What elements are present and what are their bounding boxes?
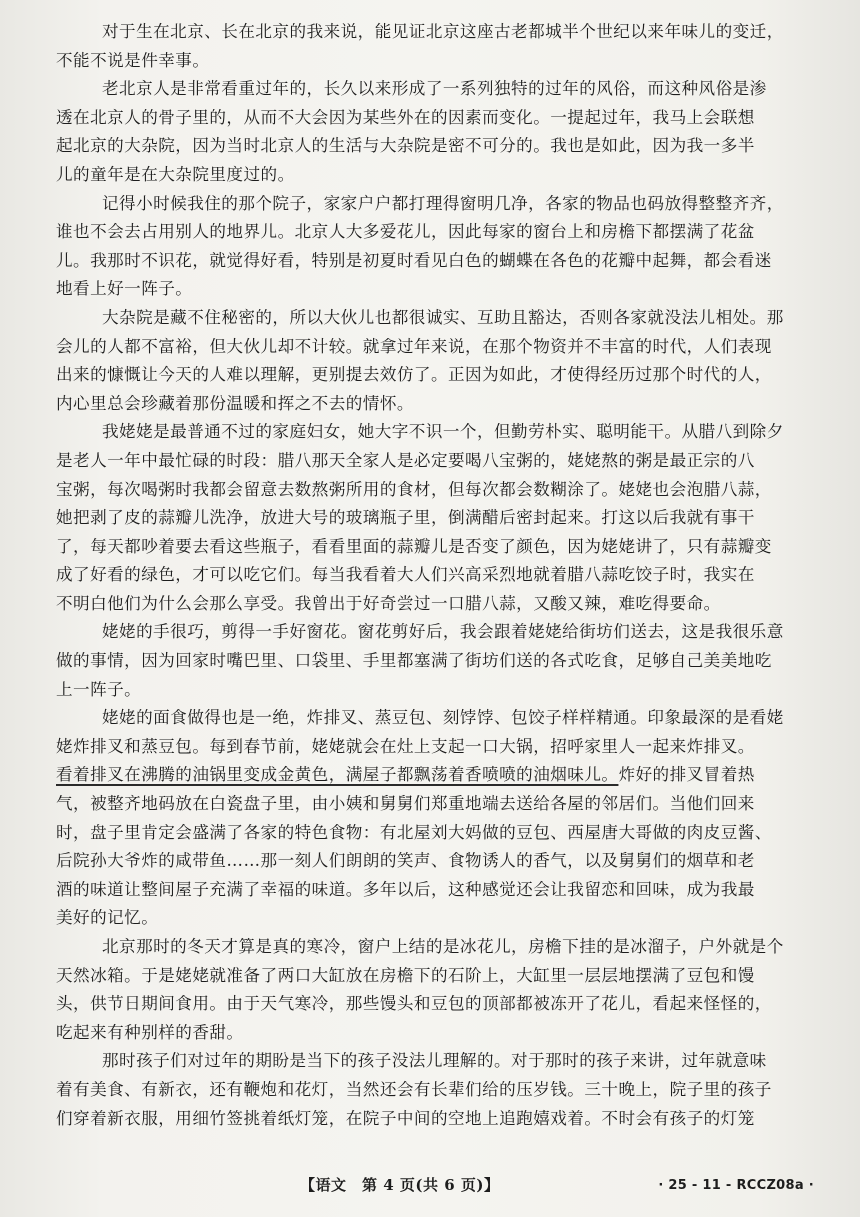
text-line: 成了好看的绿色，才可以吃它们。每当我看着大人们兴高采烈地就着腊八蒜吃饺子时，我实在	[56, 565, 755, 585]
text-line: 姥姥的面食做得也是一绝，炸排叉、蒸豆包、刻饽饽、包饺子样样精通。印象最深的是看姥	[102, 708, 784, 728]
article-body	[56, 18, 820, 1133]
text-line: 儿。我那时不识花，就觉得好看，特别是初夏时看见白色的蝴蝶在各色的花瓣中起舞，都会看迷	[56, 250, 772, 270]
text-line: 出来的慷慨让今天的人难以理解，更别提去效仿了。正因为如此，才使得经历过那个时代的人，	[56, 365, 772, 385]
text-line: 气，被整齐地码放在白瓷盘子里，由小姨和舅舅们郑重地端去送给各屋的邻居们。当他们回来	[56, 794, 755, 814]
text-line: 那时孩子们对过年的期盼是当下的孩子没法儿理解的。对于那时的孩子来讲，过年就意味	[102, 1051, 767, 1071]
text-line: 我姥姥是最普通不过的家庭妇女，她大字不识一个，但勤劳朴实、聪明能干。从腊八到除夕	[102, 422, 784, 442]
line-remainder: 炸好的排叉冒着热	[618, 765, 755, 785]
text-line: 吃起来有种别样的香甜。	[56, 1022, 244, 1042]
text-line: 儿的童年是在大杂院里度过的。	[56, 164, 295, 184]
paragraph	[56, 75, 820, 189]
text-line: 老北京人是非常看重过年的，长久以来形成了一系列独特的过年的风俗，而这种风俗是渗	[102, 79, 767, 99]
text-line: 后院孙大爷炸的咸带鱼……那一刻人们朗朗的笑声、食物诱人的香气，以及舅舅们的烟草和老	[56, 851, 755, 871]
text-line: 时，盘子里肯定会盛满了各家的特色食物：有北屋刘大妈做的豆包、西屋唐大哥做的肉皮豆酱、	[56, 822, 772, 842]
paragraph	[56, 1047, 820, 1133]
text-line: 头，供节日期间食用。由于天气寒冷，那些馒头和豆包的顶部都被冻开了花儿，看起来怪怪的，	[56, 994, 772, 1014]
text-line	[56, 761, 820, 790]
text-line: 透在北京人的骨子里的，从而不大会因为某些外在的因素而变化。一提起过年，我马上会联想	[56, 107, 755, 127]
text-line: 不明白他们为什么会那么享受。我曾出于好奇尝过一口腊八蒜，又酸又辣，难吃得要命。	[56, 593, 721, 613]
text-line: 北京那时的冬天才算是真的寒冷，窗户上结的是冰花儿，房檐下挂的是冰溜子，户外就是个	[102, 937, 784, 956]
page-number-label: 【语文 第 4 页(共 6 页)】	[300, 1176, 500, 1194]
text-line: 会儿的人都不富裕，但大伙儿却不计较。就拿过年来说，在那个物资并不丰富的时代，人们表现	[56, 336, 772, 356]
text-line: 大杂院是藏不住秘密的，所以大伙儿也都很诚实、互助且豁达，否则各家就没法儿相处。那	[102, 307, 784, 327]
text-line: 她把剥了皮的蒜瓣儿洗净，放进大号的玻璃瓶子里，倒满醋后密封起来。打这以后我就有事干	[56, 508, 755, 528]
text-line: 内心里总会珍藏着那份温暖和挥之不去的情怀。	[56, 393, 414, 413]
text-line: 上一阵子。	[56, 679, 142, 699]
paper-code: · 25 - 11 - RCCZ08a ·	[658, 1178, 814, 1193]
paragraph	[56, 933, 820, 1047]
underlined-sentence: 看着排叉在沸腾的油锅里变成金黄色，满屋子都飘荡着香喷喷的油烟味儿。	[56, 765, 619, 785]
text-line: 了，每天都吵着要去看这些瓶子，看看里面的蒜瓣儿是否变了颜色，因为姥姥讲了，只有蒜瓣变	[56, 536, 772, 556]
text-line: 地看上好一阵子。	[56, 279, 193, 299]
text-line: 做的事情，因为回家时嘴巴里、口袋里、手里都塞满了街坊们送的各式吃食，足够自己美美地吃	[56, 651, 772, 671]
page-footer	[0, 1172, 860, 1202]
text-line: 记得小时候我住的那个院子，家家户户都打理得窗明几净，各家的物品也码放得整整齐齐，	[102, 193, 784, 213]
paragraph	[56, 704, 820, 933]
text-line: 对于生在北京、长在北京的我来说，能见证北京这座古老都城半个世纪以来年味儿的变迁，	[102, 22, 784, 41]
text-line: 不能不说是件幸事。	[56, 50, 210, 70]
paragraph	[56, 304, 820, 418]
text-line: 宝粥，每次喝粥时我都会留意去数熬粥所用的食材，但每次都会数糊涂了。姥姥也会泡腊八蒜，	[56, 479, 772, 499]
text-line: 美好的记忆。	[56, 908, 159, 928]
text-line: 酒的味道让整间屋子充满了幸福的味道。多年以后，这种感觉还会让我留恋和回味，成为我最	[56, 879, 755, 899]
paragraph	[56, 18, 820, 75]
paragraph	[56, 618, 820, 704]
text-line: 姥炸排叉和蒸豆包。每到春节前，姥姥就会在灶上支起一口大锅，招呼家里人一起来炸排叉。	[56, 736, 755, 756]
paragraph	[56, 190, 820, 304]
text-line: 是老人一年中最忙碌的时段：腊八那天全家人是必定要喝八宝粥的，姥姥熬的粥是最正宗的八	[56, 450, 755, 470]
text-line: 们穿着新衣服，用细竹签挑着纸灯笼，在院子中间的空地上追跑嬉戏着。不时会有孩子的灯笼	[56, 1108, 755, 1128]
paragraph	[56, 418, 820, 618]
text-line: 天然冰箱。于是姥姥就准备了两口大缸放在房檐下的石阶上，大缸里一层层地摆满了豆包和馒	[56, 965, 755, 985]
text-line: 谁也不会去占用别人的地界儿。北京人大多爱花儿，因此每家的窗台上和房檐下都摆满了花盆	[56, 222, 755, 242]
text-line: 着有美食、有新衣，还有鞭炮和花灯，当然还会有长辈们给的压岁钱。三十晚上，院子里的孩子	[56, 1079, 772, 1099]
text-line: 姥姥的手很巧，剪得一手好窗花。窗花剪好后，我会跟着姥姥给街坊们送去，这是我很乐意	[102, 622, 784, 642]
text-line: 起北京的大杂院，因为当时北京人的生活与大杂院是密不可分的。我也是如此，因为我一多半	[56, 136, 755, 156]
